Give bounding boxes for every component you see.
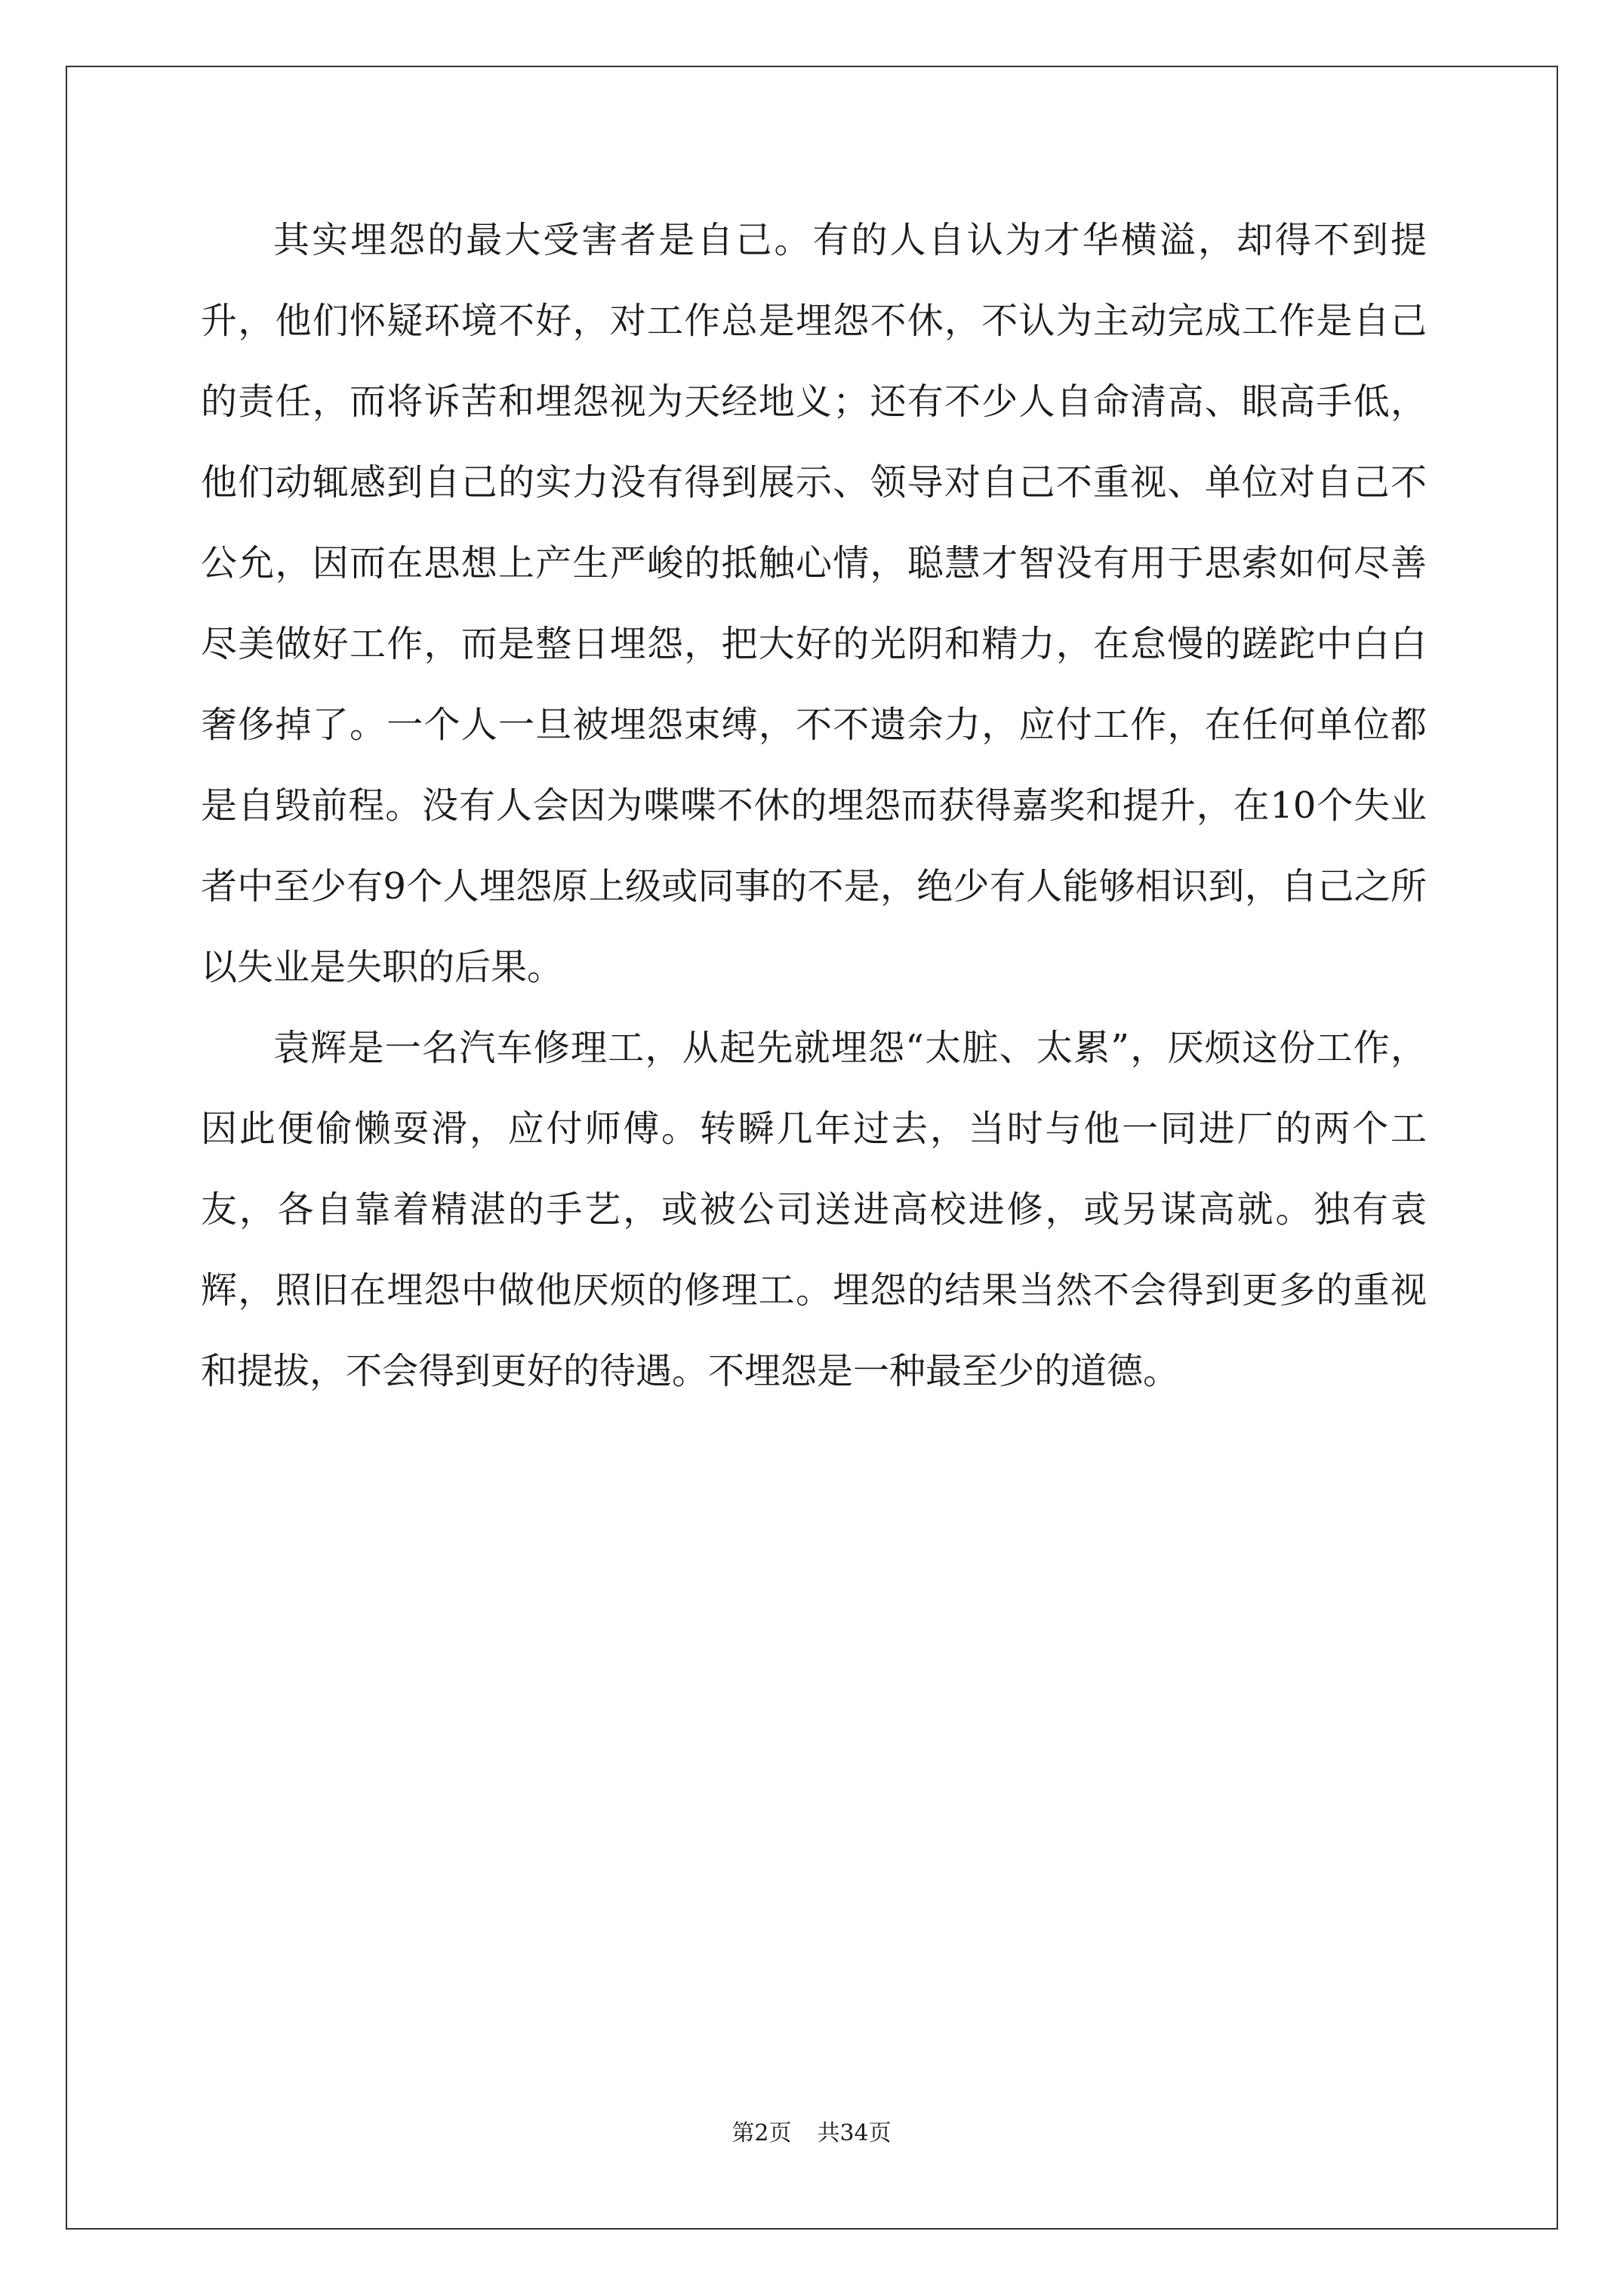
page-total: 共34页: [817, 2120, 892, 2147]
paragraph-2: 袁辉是一名汽车修理工，从起先就埋怨“太脏、太累”，厌烦这份工作，因此便偷懒耍滑，应付师傅。转瞬几年过去，当时与他一同进厂的两个工友，各自靠着精湛的手艺，或被公司送进高校进修，或另谋高就。独有袁辉，照旧在埋怨中做他厌烦的修理工。埋怨的结果当然不会得到更多的重视和提拔，不会得到更好的待遇。不埋怨是一种最至少的道德。: [201, 1027, 1427, 1392]
page-footer: [0, 2114, 1623, 2147]
document-body: [201, 200, 1427, 1412]
paragraph-1: 其实埋怨的最大受害者是自己。有的人自认为才华横溢，却得不到提升，他们怀疑环境不好，对工作总是埋怨不休，不认为主动完成工作是自己的责任，而将诉苦和埋怨视为天经地义；还有不少人自命清高、眼高手低，他们动辄感到自己的实力没有得到展示、领导对自己不重视、单位对自己不公允，因而在思想上产生严峻的抵触心情，聪慧才智没有用于思索如何尽善尽美做好工作，而是整日埋怨，把大好的光阴和精力，在怠慢的蹉跎中白白奢侈掉了。一个人一旦被埋怨束缚，不不遗余力，应付工作，在任何单位都是自毁前程。没有人会因为喋喋不休的埋怨而获得嘉奖和提升，在10个失业者中至少有9个人埋怨原上级或同事的不是，绝少有人能够相识到，自己之所以失业是失职的后果。: [201, 219, 1427, 988]
page-number: 第2页: [731, 2120, 792, 2147]
